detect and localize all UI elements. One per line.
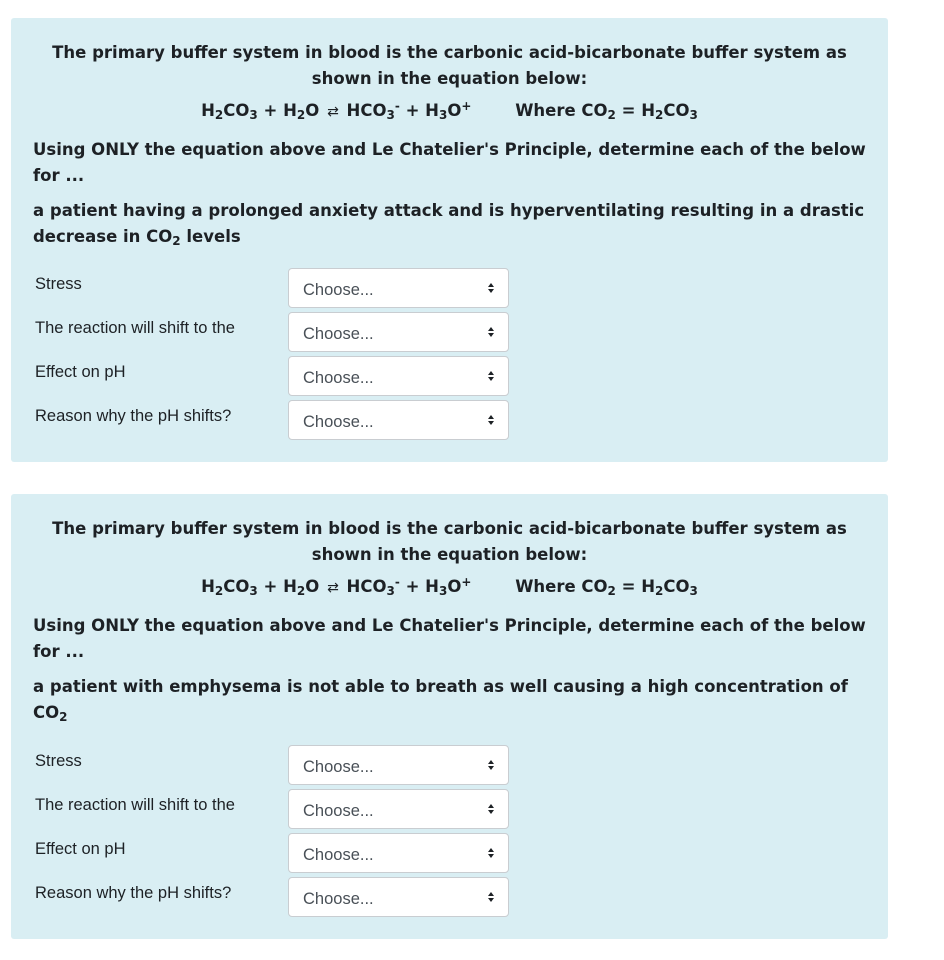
select-value: Choose... <box>303 281 374 299</box>
eq-hco3: $HCO_3^-$ <box>346 575 400 598</box>
row-label: Stress <box>35 275 82 293</box>
reason-select[interactable] <box>288 877 509 917</box>
eq-plus-2: + <box>405 101 420 120</box>
intro-text <box>11 494 888 568</box>
select-value: Choose... <box>303 846 374 864</box>
row-reason <box>11 877 888 919</box>
select-caret-icon <box>488 891 494 903</box>
ph-effect-select[interactable] <box>288 356 509 396</box>
ph-effect-select[interactable] <box>288 833 509 873</box>
row-shift <box>11 789 888 831</box>
row-label: Stress <box>35 752 82 770</box>
row-ph-effect <box>11 356 888 398</box>
shift-select[interactable] <box>288 789 509 829</box>
row-stress <box>11 268 888 310</box>
eq-plus-1: + <box>263 101 278 120</box>
intro-line-1: The primary buffer system in blood is the carbonic acid-bicarbonate buffer system as <box>52 43 847 62</box>
eq-h3o: $H_3O^+$ <box>425 99 472 122</box>
select-caret-icon <box>488 414 494 426</box>
select-caret-icon <box>488 370 494 382</box>
row-label: Reason why the pH shifts? <box>35 884 232 902</box>
row-ph-effect <box>11 833 888 875</box>
intro-text <box>11 18 888 92</box>
eq-where: Where $CO_2 = H_2CO_3$ <box>515 101 698 122</box>
eq-h2co3: $H_2CO_3$ <box>201 577 258 598</box>
scenario-text: a patient with emphysema is not able to breath as well causing a high concentration of $CO_2$ <box>33 677 848 724</box>
shift-select[interactable] <box>288 312 509 352</box>
select-value: Choose... <box>303 890 374 908</box>
question-card-1 <box>11 18 888 462</box>
eq-h2o: $H_2O$ <box>283 101 320 122</box>
intro-line-1: The primary buffer system in blood is the carbonic acid-bicarbonate buffer system as <box>52 519 847 538</box>
row-label: The reaction will shift to the <box>35 319 235 337</box>
stress-select[interactable] <box>288 745 509 785</box>
select-caret-icon <box>488 282 494 294</box>
eq-hco3: $HCO_3^-$ <box>346 99 400 122</box>
select-caret-icon <box>488 759 494 771</box>
select-value: Choose... <box>303 325 374 343</box>
row-label: Reason why the pH shifts? <box>35 407 232 425</box>
select-value: Choose... <box>303 758 374 776</box>
equilibrium-arrow-icon: ⇄ <box>327 580 339 596</box>
select-value: Choose... <box>303 413 374 431</box>
equation <box>11 92 888 129</box>
row-shift <box>11 312 888 354</box>
intro-line-2: shown in the equation below: <box>311 545 588 564</box>
reason-select[interactable] <box>288 400 509 440</box>
select-caret-icon <box>488 847 494 859</box>
eq-h3o: $H_3O^+$ <box>425 575 472 598</box>
intro-line-2: shown in the equation below: <box>311 69 588 88</box>
select-value: Choose... <box>303 369 374 387</box>
select-value: Choose... <box>303 802 374 820</box>
scenario-text: a patient having a prolonged anxiety attack and is hyperventilating resulting in a drastic decrease in $CO_2$ levels <box>33 201 865 248</box>
eq-h2o: $H_2O$ <box>283 577 320 598</box>
eq-where: Where $CO_2 = H_2CO_3$ <box>515 577 698 598</box>
equation <box>11 568 888 605</box>
select-caret-icon <box>488 803 494 815</box>
row-label: The reaction will shift to the <box>35 796 235 814</box>
row-stress <box>11 745 888 787</box>
eq-plus-2: + <box>405 577 420 596</box>
eq-plus-1: + <box>263 577 278 596</box>
equilibrium-arrow-icon: ⇄ <box>327 104 339 120</box>
row-reason <box>11 400 888 442</box>
row-label: Effect on pH <box>35 363 126 381</box>
row-label: Effect on pH <box>35 840 126 858</box>
question-card-2 <box>11 494 888 939</box>
eq-h2co3: $H_2CO_3$ <box>201 101 258 122</box>
instruction-text: Using ONLY the equation above and Le Chatelier's Principle, determine each of the below for ... <box>33 616 866 661</box>
select-caret-icon <box>488 326 494 338</box>
stress-select[interactable] <box>288 268 509 308</box>
instruction-text: Using ONLY the equation above and Le Chatelier's Principle, determine each of the below for ... <box>33 140 866 185</box>
